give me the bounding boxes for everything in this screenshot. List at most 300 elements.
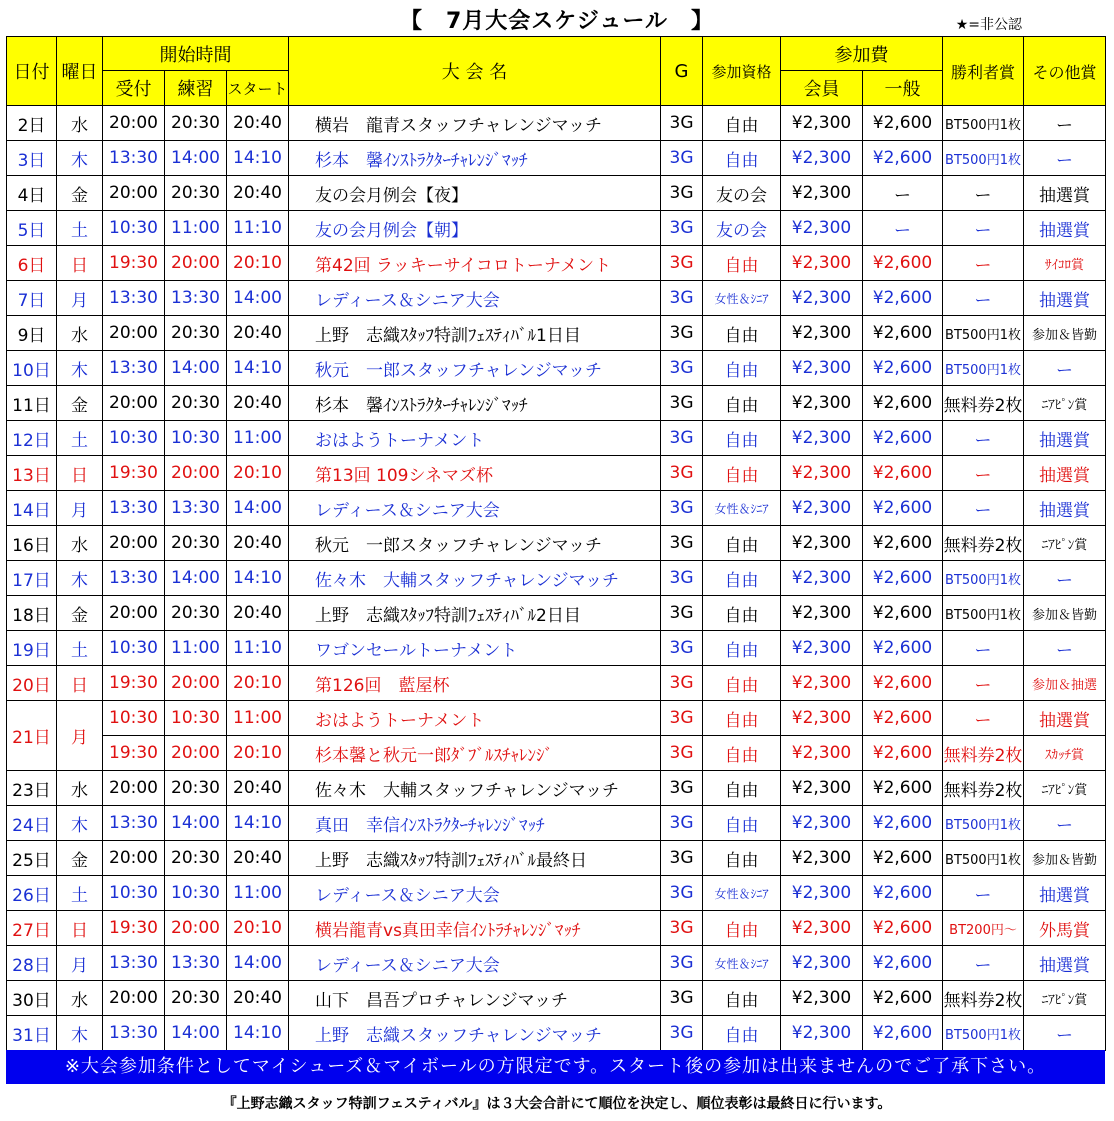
row-general-fee: ¥2,600 xyxy=(863,526,943,561)
row-day: 日 xyxy=(57,456,103,491)
row-games: 3G xyxy=(661,421,703,456)
row-games: 3G xyxy=(661,981,703,1016)
row-games: 3G xyxy=(661,876,703,911)
row-day: 木 xyxy=(57,561,103,596)
row-event-name: おはようトーナメント xyxy=(289,701,661,736)
row-day: 金 xyxy=(57,176,103,211)
row-date: 4日 xyxy=(7,176,57,211)
row-games: 3G xyxy=(661,806,703,841)
row-reception: 20:00 xyxy=(103,526,165,561)
row-winner-prize: 無料券2枚 xyxy=(943,981,1024,1016)
row-event-name: レディース＆シニア大会 xyxy=(289,946,661,981)
row-general-fee: ¥2,600 xyxy=(863,456,943,491)
footer-note: 『上野志織スタッフ特訓フェスティバル』は３大会合計にて順位を決定し、順位表彰は最終日に行います。 xyxy=(222,1096,892,1112)
row-general-fee: ¥2,600 xyxy=(863,386,943,421)
row-start: 14:00 xyxy=(227,281,289,316)
row-eligibility: 自由 xyxy=(703,736,781,771)
row-member-fee: ¥2,300 xyxy=(781,771,863,806)
row-practice: 13:30 xyxy=(165,281,227,316)
table-row xyxy=(7,246,1106,281)
row-eligibility: 女性＆ｼﾆｱ xyxy=(703,946,781,981)
table-row xyxy=(7,106,1106,141)
row-date: 17日 xyxy=(7,561,57,596)
row-start: 14:10 xyxy=(227,351,289,386)
row-winner-prize: BT500円1枚 xyxy=(943,561,1024,596)
row-member-fee: ¥2,300 xyxy=(781,666,863,701)
row-other-prize: 抽選賞 xyxy=(1024,281,1106,316)
row-member-fee: ¥2,300 xyxy=(781,211,863,246)
row-eligibility: 女性＆ｼﾆｱ xyxy=(703,281,781,316)
row-reception: 10:30 xyxy=(103,631,165,666)
row-event-name: 上野 志織ｽﾀｯﾌ特訓ﾌｪｽﾃｨﾊﾞﾙ2日目 xyxy=(289,596,661,631)
row-practice: 20:30 xyxy=(165,106,227,141)
row-practice: 20:00 xyxy=(165,456,227,491)
row-games: 3G xyxy=(661,771,703,806)
row-practice: 10:30 xyxy=(165,421,227,456)
row-reception: 13:30 xyxy=(103,491,165,526)
row-general-fee: ¥2,600 xyxy=(863,981,943,1016)
row-date: 18日 xyxy=(7,596,57,631)
page-title: 【 7月大会スケジュール 】 xyxy=(400,9,714,34)
row-other-prize: ー xyxy=(1024,806,1106,841)
row-practice: 20:30 xyxy=(165,526,227,561)
row-eligibility: 自由 xyxy=(703,526,781,561)
row-event-name: 第13回 109シネマズ杯 xyxy=(289,456,661,491)
row-winner-prize: BT200円～ xyxy=(943,911,1024,946)
row-start: 20:40 xyxy=(227,176,289,211)
row-event-name: 上野 志織ｽﾀｯﾌ特訓ﾌｪｽﾃｨﾊﾞﾙ1日目 xyxy=(289,316,661,351)
row-games: 3G xyxy=(661,736,703,771)
row-practice: 20:00 xyxy=(165,246,227,281)
row-practice: 20:30 xyxy=(165,316,227,351)
row-date: 24日 xyxy=(7,806,57,841)
row-eligibility: 自由 xyxy=(703,246,781,281)
row-member-fee: ¥2,300 xyxy=(781,491,863,526)
row-general-fee: ¥2,600 xyxy=(863,946,943,981)
row-day: 木 xyxy=(57,141,103,176)
row-start: 14:10 xyxy=(227,806,289,841)
table-row xyxy=(7,1016,1106,1051)
table-row xyxy=(7,491,1106,526)
header-practice: 練習 xyxy=(165,71,227,106)
row-date: 25日 xyxy=(7,841,57,876)
row-eligibility: 自由 xyxy=(703,106,781,141)
row-reception: 20:00 xyxy=(103,316,165,351)
row-games: 3G xyxy=(661,141,703,176)
row-winner-prize: ー xyxy=(943,946,1024,981)
row-eligibility: 自由 xyxy=(703,701,781,736)
table-row xyxy=(7,946,1106,981)
row-member-fee: ¥2,300 xyxy=(781,841,863,876)
header-other-prize: その他賞 xyxy=(1024,37,1106,106)
row-date: 20日 xyxy=(7,666,57,701)
row-winner-prize: 無料券2枚 xyxy=(943,736,1024,771)
row-general-fee: ¥2,600 xyxy=(863,351,943,386)
row-games: 3G xyxy=(661,491,703,526)
header-games: G xyxy=(661,37,703,106)
row-games: 3G xyxy=(661,631,703,666)
table-row xyxy=(7,596,1106,631)
row-event-name: 友の会月例会【夜】 xyxy=(289,176,661,211)
row-eligibility: 自由 xyxy=(703,316,781,351)
header-fee: 参加費 xyxy=(781,37,943,71)
row-other-prize: ー xyxy=(1024,351,1106,386)
row-reception: 20:00 xyxy=(103,981,165,1016)
row-other-prize: 外馬賞 xyxy=(1024,911,1106,946)
table-row xyxy=(7,526,1106,561)
row-reception: 13:30 xyxy=(103,141,165,176)
row-other-prize: 抽選賞 xyxy=(1024,421,1106,456)
row-other-prize: 抽選賞 xyxy=(1024,176,1106,211)
row-games: 3G xyxy=(661,526,703,561)
row-day: 日 xyxy=(57,666,103,701)
row-reception: 19:30 xyxy=(103,911,165,946)
row-games: 3G xyxy=(661,106,703,141)
row-event-name: 佐々木 大輔スタッフチャレンジマッチ xyxy=(289,561,661,596)
row-reception: 20:00 xyxy=(103,176,165,211)
table-row xyxy=(7,736,1106,771)
row-event-name: おはようトーナメント xyxy=(289,421,661,456)
row-games: 3G xyxy=(661,596,703,631)
table-row xyxy=(7,316,1106,351)
row-reception: 19:30 xyxy=(103,736,165,771)
row-general-fee: ¥2,600 xyxy=(863,281,943,316)
row-winner-prize: BT500円1枚 xyxy=(943,106,1024,141)
row-eligibility: 自由 xyxy=(703,981,781,1016)
row-reception: 13:30 xyxy=(103,351,165,386)
row-reception: 10:30 xyxy=(103,701,165,736)
row-winner-prize: ー xyxy=(943,701,1024,736)
row-practice: 20:00 xyxy=(165,666,227,701)
row-day: 水 xyxy=(57,106,103,141)
row-practice: 14:00 xyxy=(165,806,227,841)
header-eligibility: 参加資格 xyxy=(703,37,781,106)
row-member-fee: ¥2,300 xyxy=(781,561,863,596)
row-member-fee: ¥2,300 xyxy=(781,981,863,1016)
header-winner-prize: 勝利者賞 xyxy=(943,37,1024,106)
header-start-times: 開始時間 xyxy=(103,37,289,71)
row-general-fee: ¥2,600 xyxy=(863,806,943,841)
row-winner-prize: BT500円1枚 xyxy=(943,596,1024,631)
row-games: 3G xyxy=(661,351,703,386)
row-practice: 20:00 xyxy=(165,911,227,946)
row-games: 3G xyxy=(661,386,703,421)
row-start: 20:10 xyxy=(227,911,289,946)
row-reception: 20:00 xyxy=(103,841,165,876)
row-member-fee: ¥2,300 xyxy=(781,246,863,281)
row-practice: 14:00 xyxy=(165,351,227,386)
row-winner-prize: ー xyxy=(943,281,1024,316)
row-date: 12日 xyxy=(7,421,57,456)
row-reception: 10:30 xyxy=(103,876,165,911)
row-other-prize: 抽選賞 xyxy=(1024,946,1106,981)
row-eligibility: 友の会 xyxy=(703,211,781,246)
row-practice: 11:00 xyxy=(165,211,227,246)
row-general-fee: ー xyxy=(863,211,943,246)
row-other-prize: ﾆｱﾋﾟﾝ賞 xyxy=(1024,981,1106,1016)
row-winner-prize: ー xyxy=(943,246,1024,281)
table-row xyxy=(7,981,1106,1016)
row-member-fee: ¥2,300 xyxy=(781,421,863,456)
row-practice: 14:00 xyxy=(165,561,227,596)
header-date: 日付 xyxy=(7,37,57,106)
row-practice: 14:00 xyxy=(165,1016,227,1051)
row-start: 14:10 xyxy=(227,561,289,596)
row-start: 11:00 xyxy=(227,421,289,456)
table-row xyxy=(7,211,1106,246)
row-general-fee: ¥2,600 xyxy=(863,631,943,666)
row-day: 水 xyxy=(57,981,103,1016)
row-day: 月 xyxy=(57,281,103,316)
row-start: 20:40 xyxy=(227,316,289,351)
row-member-fee: ¥2,300 xyxy=(781,176,863,211)
row-date: 28日 xyxy=(7,946,57,981)
row-practice: 20:30 xyxy=(165,841,227,876)
row-general-fee: ¥2,600 xyxy=(863,911,943,946)
row-date: 31日 xyxy=(7,1016,57,1051)
row-member-fee: ¥2,300 xyxy=(781,351,863,386)
row-eligibility: 自由 xyxy=(703,806,781,841)
row-other-prize: ー xyxy=(1024,561,1106,596)
legend-note: ★=非公認 xyxy=(955,17,1022,33)
row-day: 水 xyxy=(57,771,103,806)
row-member-fee: ¥2,300 xyxy=(781,386,863,421)
row-member-fee: ¥2,300 xyxy=(781,281,863,316)
row-practice: 13:30 xyxy=(165,946,227,981)
row-other-prize: 抽選賞 xyxy=(1024,211,1106,246)
row-eligibility: 女性＆ｼﾆｱ xyxy=(703,876,781,911)
row-event-name: 杉本 馨ｲﾝｽﾄﾗｸﾀｰﾁｬﾚﾝｼﾞﾏｯﾁ xyxy=(289,141,661,176)
row-other-prize: ﾆｱﾋﾟﾝ賞 xyxy=(1024,771,1106,806)
row-start: 20:40 xyxy=(227,106,289,141)
row-reception: 13:30 xyxy=(103,281,165,316)
row-winner-prize: BT500円1枚 xyxy=(943,351,1024,386)
row-member-fee: ¥2,300 xyxy=(781,946,863,981)
row-start: 20:10 xyxy=(227,246,289,281)
row-start: 20:40 xyxy=(227,386,289,421)
row-other-prize: ー xyxy=(1024,631,1106,666)
header-start: スタート xyxy=(227,71,289,106)
row-eligibility: 自由 xyxy=(703,631,781,666)
row-event-name: レディース＆シニア大会 xyxy=(289,491,661,526)
row-eligibility: 自由 xyxy=(703,1016,781,1051)
row-reception: 13:30 xyxy=(103,946,165,981)
row-member-fee: ¥2,300 xyxy=(781,316,863,351)
row-reception: 13:30 xyxy=(103,561,165,596)
row-start: 14:10 xyxy=(227,141,289,176)
row-eligibility: 自由 xyxy=(703,386,781,421)
row-other-prize: ー xyxy=(1024,1016,1106,1051)
row-reception: 19:30 xyxy=(103,666,165,701)
row-winner-prize: BT500円1枚 xyxy=(943,316,1024,351)
row-practice: 10:30 xyxy=(165,876,227,911)
row-date: 6日 xyxy=(7,246,57,281)
row-winner-prize: ー xyxy=(943,631,1024,666)
row-games: 3G xyxy=(661,1016,703,1051)
row-other-prize: 参加＆抽選 xyxy=(1024,666,1106,701)
row-day: 月 xyxy=(57,946,103,981)
row-start: 20:10 xyxy=(227,736,289,771)
row-day: 金 xyxy=(57,841,103,876)
row-event-name: 真田 幸信ｲﾝｽﾄﾗｸﾀｰﾁｬﾚﾝｼﾞﾏｯﾁ xyxy=(289,806,661,841)
row-date: 7日 xyxy=(7,281,57,316)
row-reception: 10:30 xyxy=(103,211,165,246)
row-games: 3G xyxy=(661,841,703,876)
row-member-fee: ¥2,300 xyxy=(781,736,863,771)
table-row xyxy=(7,806,1106,841)
row-date: 26日 xyxy=(7,876,57,911)
row-winner-prize: 無料券2枚 xyxy=(943,386,1024,421)
row-member-fee: ¥2,300 xyxy=(781,701,863,736)
row-general-fee: ¥2,600 xyxy=(863,1016,943,1051)
row-eligibility: 女性＆ｼﾆｱ xyxy=(703,491,781,526)
row-general-fee: ¥2,600 xyxy=(863,771,943,806)
row-eligibility: 自由 xyxy=(703,841,781,876)
table-row xyxy=(7,351,1106,386)
table-row xyxy=(7,876,1106,911)
row-start: 11:10 xyxy=(227,211,289,246)
row-games: 3G xyxy=(661,316,703,351)
row-general-fee: ¥2,600 xyxy=(863,666,943,701)
row-games: 3G xyxy=(661,911,703,946)
row-day: 金 xyxy=(57,386,103,421)
row-practice: 20:30 xyxy=(165,176,227,211)
row-date: 2日 xyxy=(7,106,57,141)
row-winner-prize: ー xyxy=(943,491,1024,526)
row-event-name: 友の会月例会【朝】 xyxy=(289,211,661,246)
row-start: 20:40 xyxy=(227,526,289,561)
row-date: 30日 xyxy=(7,981,57,1016)
header-reception: 受付 xyxy=(103,71,165,106)
row-reception: 20:00 xyxy=(103,596,165,631)
row-general-fee: ¥2,600 xyxy=(863,596,943,631)
row-general-fee: ¥2,600 xyxy=(863,736,943,771)
table-row xyxy=(7,561,1106,596)
row-day: 木 xyxy=(57,1016,103,1051)
table-row xyxy=(7,281,1106,316)
table-row xyxy=(7,911,1106,946)
row-day: 月 xyxy=(57,701,103,771)
row-member-fee: ¥2,300 xyxy=(781,456,863,491)
row-practice: 20:30 xyxy=(165,771,227,806)
row-event-name: 上野 志織ｽﾀｯﾌ特訓ﾌｪｽﾃｨﾊﾞﾙ最終日 xyxy=(289,841,661,876)
row-reception: 10:30 xyxy=(103,421,165,456)
row-start: 14:00 xyxy=(227,946,289,981)
row-games: 3G xyxy=(661,666,703,701)
row-games: 3G xyxy=(661,211,703,246)
row-date: 21日 xyxy=(7,701,57,771)
row-date: 23日 xyxy=(7,771,57,806)
row-day: 月 xyxy=(57,491,103,526)
row-event-name: ワゴンセールトーナメント xyxy=(289,631,661,666)
row-reception: 19:30 xyxy=(103,246,165,281)
row-eligibility: 自由 xyxy=(703,596,781,631)
row-member-fee: ¥2,300 xyxy=(781,106,863,141)
row-event-name: 杉本 馨ｲﾝｽﾄﾗｸﾀｰﾁｬﾚﾝｼﾞﾏｯﾁ xyxy=(289,386,661,421)
row-general-fee: ¥2,600 xyxy=(863,561,943,596)
table-row xyxy=(7,631,1106,666)
row-winner-prize: BT500円1枚 xyxy=(943,1016,1024,1051)
table-row xyxy=(7,421,1106,456)
row-member-fee: ¥2,300 xyxy=(781,526,863,561)
row-date: 5日 xyxy=(7,211,57,246)
row-start: 11:00 xyxy=(227,876,289,911)
participation-note: ※大会参加条件としてマイシューズ＆マイボールの方限定です。スタート後の参加は出来ませんのでご了承下さい。 xyxy=(6,1050,1105,1084)
row-games: 3G xyxy=(661,246,703,281)
row-start: 20:40 xyxy=(227,771,289,806)
header-day: 曜日 xyxy=(57,37,103,106)
row-event-name: レディース＆シニア大会 xyxy=(289,876,661,911)
row-practice: 13:30 xyxy=(165,491,227,526)
row-member-fee: ¥2,300 xyxy=(781,631,863,666)
row-practice: 20:30 xyxy=(165,596,227,631)
row-games: 3G xyxy=(661,281,703,316)
row-winner-prize: 無料券2枚 xyxy=(943,771,1024,806)
row-general-fee: ー xyxy=(863,176,943,211)
row-games: 3G xyxy=(661,701,703,736)
row-other-prize: ﾆｱﾋﾟﾝ賞 xyxy=(1024,526,1106,561)
row-winner-prize: 無料券2枚 xyxy=(943,526,1024,561)
row-eligibility: 自由 xyxy=(703,561,781,596)
row-date: 19日 xyxy=(7,631,57,666)
row-event-name: 第126回 藍屋杯 xyxy=(289,666,661,701)
row-eligibility: 自由 xyxy=(703,911,781,946)
row-member-fee: ¥2,300 xyxy=(781,876,863,911)
table-row xyxy=(7,456,1106,491)
row-start: 11:10 xyxy=(227,631,289,666)
row-event-name: 佐々木 大輔スタッフチャレンジマッチ xyxy=(289,771,661,806)
row-practice: 20:30 xyxy=(165,386,227,421)
row-day: 土 xyxy=(57,876,103,911)
row-general-fee: ¥2,600 xyxy=(863,701,943,736)
row-other-prize: 抽選賞 xyxy=(1024,701,1106,736)
row-event-name: 第42回 ラッキーサイコロトーナメント xyxy=(289,246,661,281)
row-other-prize: ﾆｱﾋﾟﾝ賞 xyxy=(1024,386,1106,421)
row-event-name: 山下 昌吾プロチャレンジマッチ xyxy=(289,981,661,1016)
table-row xyxy=(7,141,1106,176)
row-reception: 13:30 xyxy=(103,1016,165,1051)
row-practice: 14:00 xyxy=(165,141,227,176)
table-row xyxy=(7,666,1106,701)
row-date: 16日 xyxy=(7,526,57,561)
row-date: 14日 xyxy=(7,491,57,526)
row-eligibility: 自由 xyxy=(703,666,781,701)
table-row xyxy=(7,771,1106,806)
header-general: 一般 xyxy=(863,71,943,106)
row-event-name: 横岩 龍青スタッフチャレンジマッチ xyxy=(289,106,661,141)
table-row xyxy=(7,701,1106,736)
row-reception: 13:30 xyxy=(103,806,165,841)
row-practice: 20:30 xyxy=(165,981,227,1016)
row-general-fee: ¥2,600 xyxy=(863,841,943,876)
row-general-fee: ¥2,600 xyxy=(863,876,943,911)
row-eligibility: 自由 xyxy=(703,771,781,806)
row-general-fee: ¥2,600 xyxy=(863,106,943,141)
row-date: 9日 xyxy=(7,316,57,351)
schedule-table xyxy=(6,36,1106,1051)
row-start: 20:40 xyxy=(227,841,289,876)
row-eligibility: 自由 xyxy=(703,141,781,176)
row-day: 日 xyxy=(57,246,103,281)
row-start: 20:40 xyxy=(227,981,289,1016)
row-date: 3日 xyxy=(7,141,57,176)
row-start: 20:40 xyxy=(227,596,289,631)
table-row xyxy=(7,386,1106,421)
row-games: 3G xyxy=(661,176,703,211)
row-winner-prize: ー xyxy=(943,421,1024,456)
row-general-fee: ¥2,600 xyxy=(863,141,943,176)
row-member-fee: ¥2,300 xyxy=(781,1016,863,1051)
